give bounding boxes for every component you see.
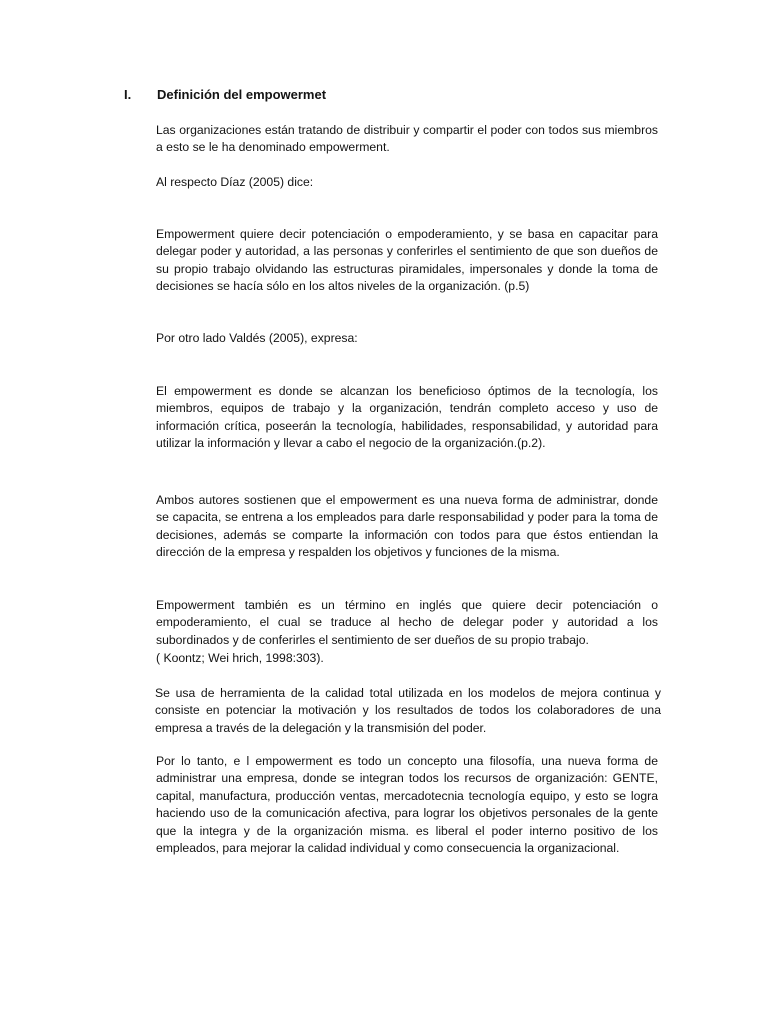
quote-valdes: El empowerment es donde se alcanzan los beneficioso óptimos de la tecnología, los miembros, equipos de trabajo y la organización, tendrán completo acceso y uso de información crítica, poseerán la tecnología, habilidades, responsabilidad, y autoridad para utilizar la información y llevar a cabo el negocio de la organización.(p.2).	[156, 384, 658, 451]
section-heading	[124, 86, 326, 104]
paragraph-conclusion: Por lo tanto, e l empowerment es todo un concepto una filosofía, una nueva forma de administrar una empresa, donde se integran todos los recursos de organización: GENTE, capital, manufactura, producción ventas, mercadotecnia tecnología equipo, y esto se logra haciendo uso de la comunicación afectiva, para lograr los objetivos personales de la gente que la integra y de la organización misma. es liberal el poder interno positivo de los empleados, para mejorar la calidad individual y como consecuencia la organizacional.	[156, 754, 658, 856]
citation-koontz: ( Koontz; Wei hrich, 1998:303).	[156, 651, 324, 665]
paragraph-valdes-intro: Por otro lado Valdés (2005), expresa:	[156, 331, 358, 345]
paragraph-both-authors: Ambos autores sostienen que el empowerment es una nueva forma de administrar, donde se capacita, se entrena a los empleados para darle responsabilidad y poder para la toma de decisiones, además se comparte la información con todos para que éstos entiendan la dirección de la empresa y respalden los objetivos y funciones de la misma.	[156, 493, 658, 560]
paragraph-quality-tool: Se usa de herramienta de la calidad total utilizada en los modelos de mejora continua y consiste en potenciar la motivación y los resultados de todos los colaboradores de una empresa a través de la delegación y la transmisión del poder.	[155, 686, 661, 735]
section-number: I.	[124, 87, 132, 102]
quote-diaz: Empowerment quiere decir potenciación o empoderamiento, y se basa en capacitar para delegar poder y autoridad, a las personas y conferirles el sentimiento de que son dueños de su propio trabajo olvidando las estructuras piramidales, impersonales y donde la toma de decisiones se hacía sólo en los altos niveles de la organización. (p.5)	[156, 227, 658, 294]
paragraph-intro: Las organizaciones están tratando de distribuir y compartir el poder con todos sus miembros a esto se le ha denominado empowerment.	[156, 123, 658, 155]
paragraph-diaz-intro: Al respecto Díaz (2005) dice:	[156, 175, 314, 189]
section-title: Definición del empowermet	[157, 87, 327, 102]
paragraph-empowerment-definition: Empowerment también es un término en inglés que quiere decir potenciación o empoderamiento, el cual se traduce al hecho de delegar poder y autoridad a los subordinados y de conferirles el sentimiento de ser dueños de su propio trabajo.	[156, 598, 658, 647]
